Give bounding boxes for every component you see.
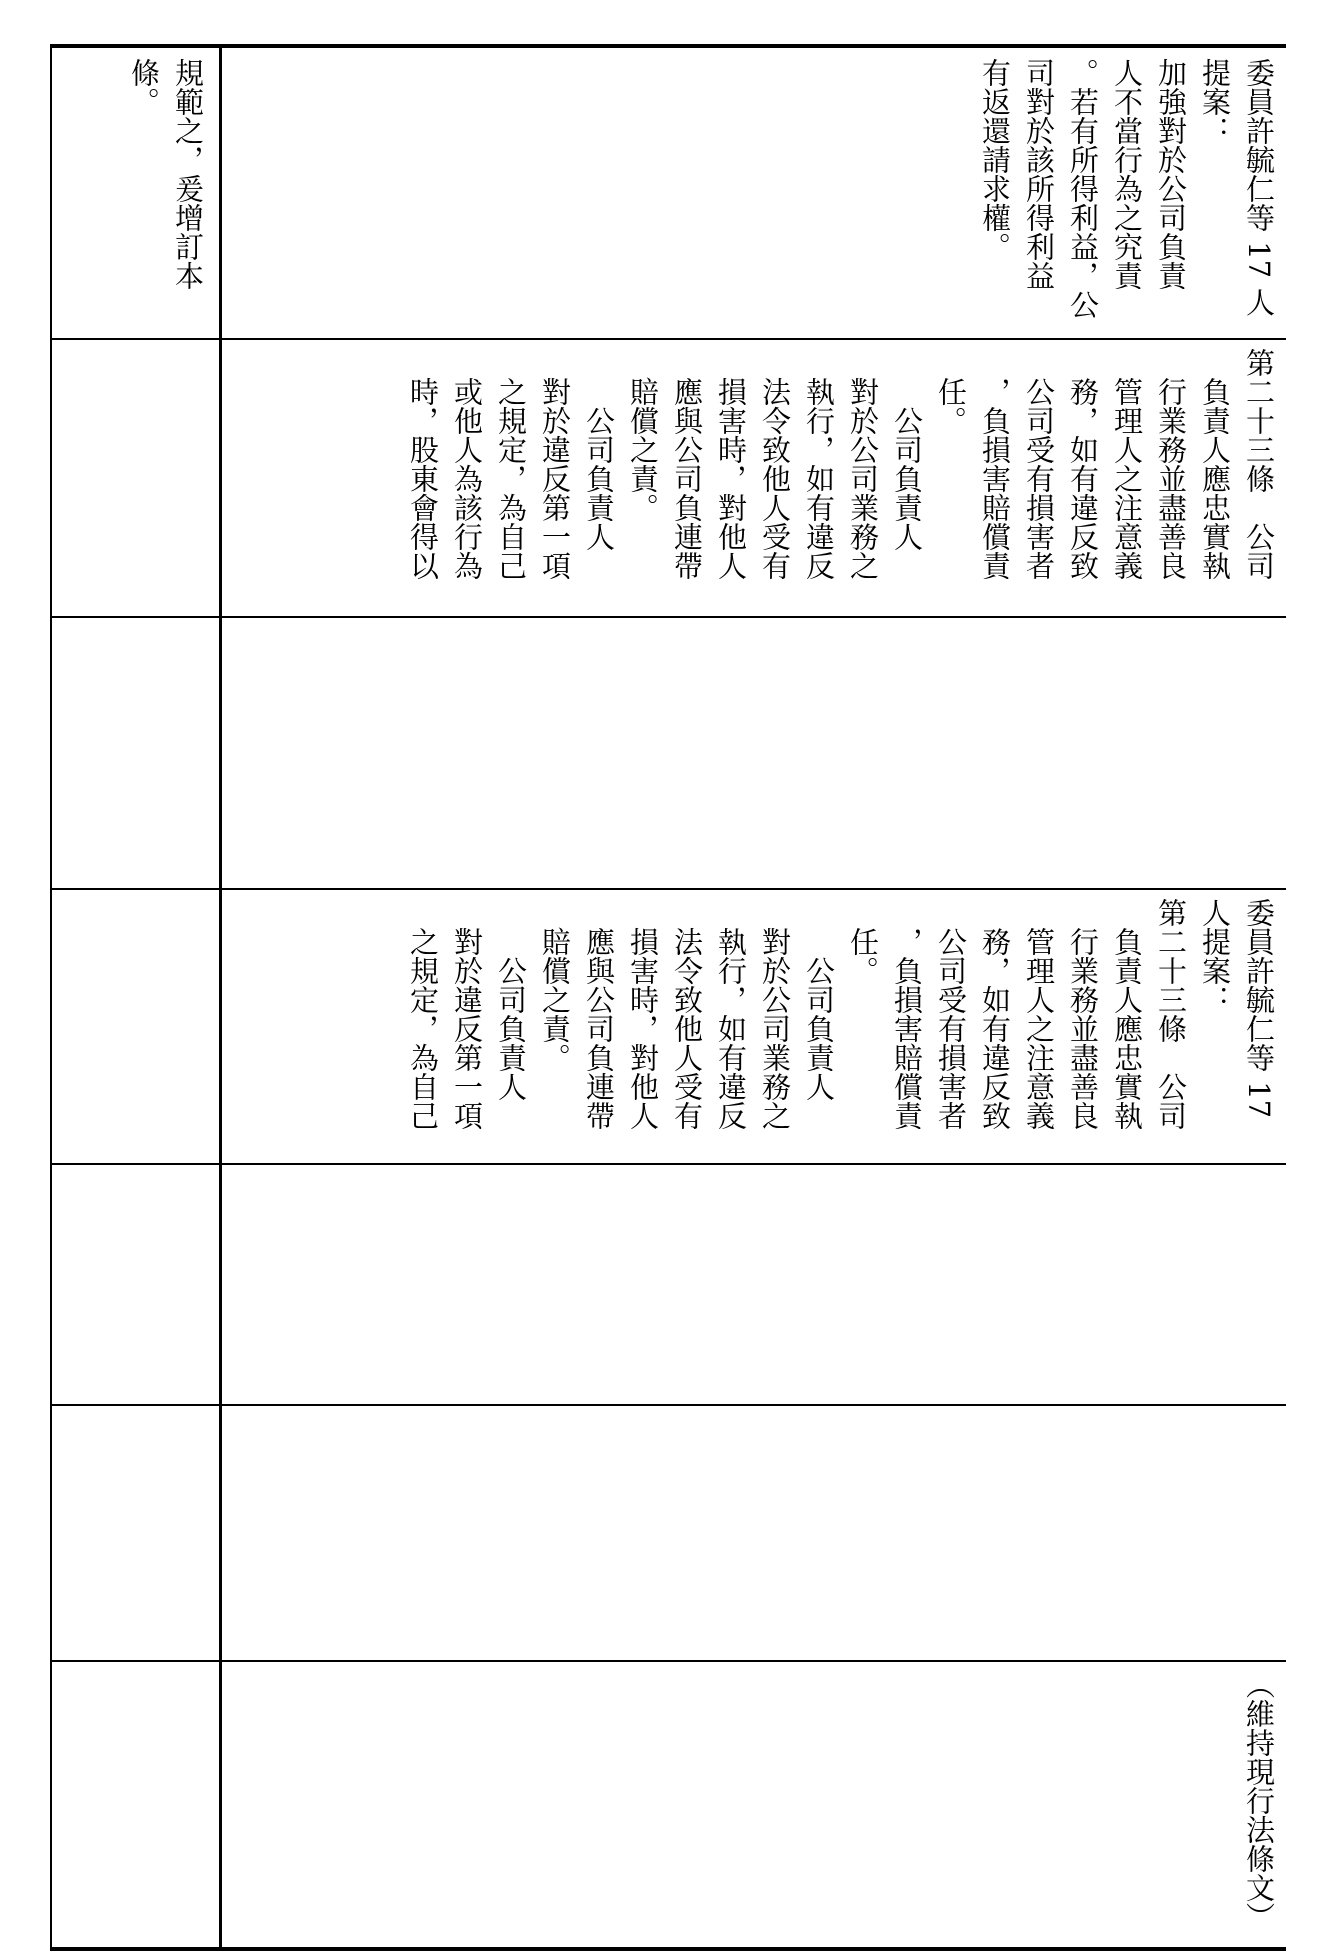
- row-divider-5: [50, 1404, 1286, 1406]
- table-left-border: [50, 44, 52, 1951]
- row-2-content: 第二十三條 公司 負責人應忠實執 行業務並盡善良 管理人之注意義 務，如有違反致 公司受有損害者 ，負損害賠償責 任。 公司負責人 對於公司業務之 執行，如有違反 法令致他人受有 損害時，對他人 應與公司負連帶 賠償之責。 公司負責人 對於違反第一項 之規定，為自己 或他人為該行為 時，股東會得以: [406, 348, 1276, 580]
- row-2-description: [60, 348, 210, 610]
- table-bottom-border: [50, 1947, 1286, 1951]
- row-5-content: [229, 1173, 1281, 1398]
- table-top-border: [50, 44, 1286, 48]
- row-1-description: 規範之，爰增訂本 條。: [127, 58, 205, 290]
- row-divider-2: [50, 616, 1286, 618]
- row-1-content: 委員許毓仁等 17 人 提案： 加強對於公司負責 人不當行為之究責 。若有所得利益，公 司對於該所得利益 有返還請求權。: [978, 58, 1276, 319]
- row-divider-1: [50, 338, 1286, 340]
- row-divider-6: [50, 1660, 1286, 1662]
- row-4-description: [60, 898, 210, 1157]
- row-divider-3: [50, 888, 1286, 890]
- row-6-description: [60, 1414, 210, 1654]
- row-5-description: [60, 1173, 210, 1398]
- row-6-content: [229, 1414, 1281, 1654]
- row-divider-4: [50, 1163, 1286, 1165]
- row-7-description: [60, 1670, 210, 1942]
- row-7-content: （維持現行法條文）: [1242, 1670, 1276, 1931]
- row-4-content: 委員許毓仁等 17 人提案： 第二十三條 公司 負責人應忠實執 行業務並盡善良 管理人之注意義 務，如有違反致 公司受有損害者 ，負損害賠償責 任。 公司負責人 對於公司業務之 執行，如有違反 法令致他人受有 損害時，對他人 應與公司負連帶 賠償之責。 公司負責人 對於違反第一項 之規定，為自己: [406, 898, 1276, 1130]
- row-3-description: [60, 626, 210, 882]
- column-divider: [219, 44, 222, 1951]
- row-3-content: [229, 626, 1281, 882]
